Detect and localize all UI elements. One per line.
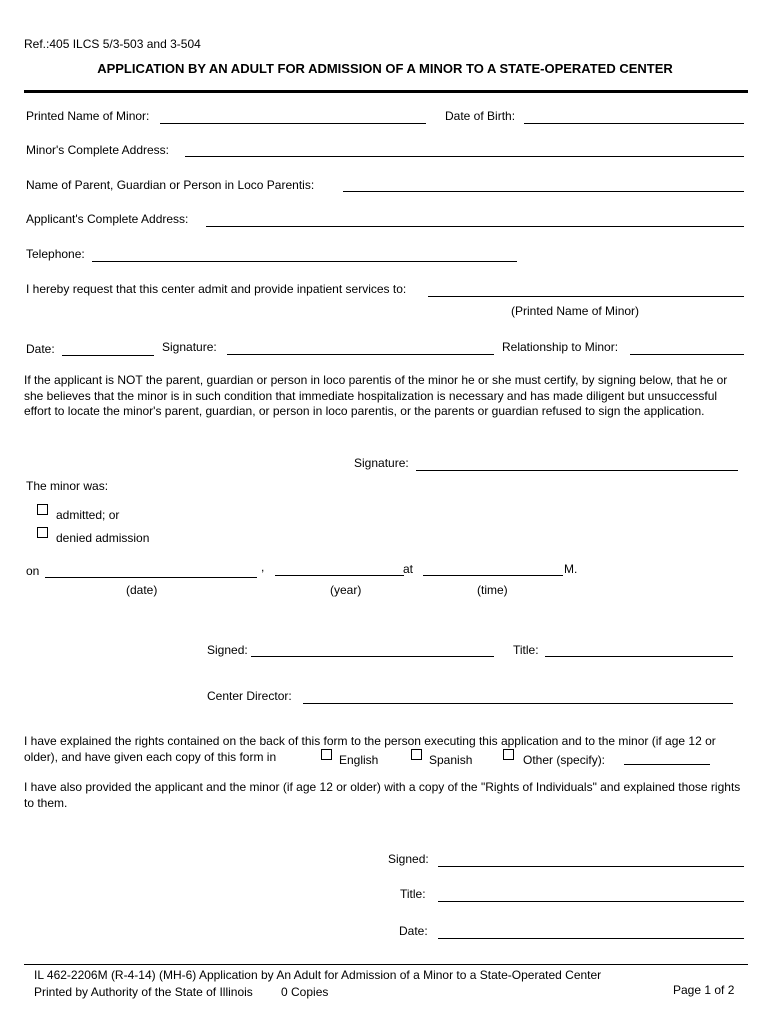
footer-divider [24, 964, 748, 965]
form-title: APPLICATION BY AN ADULT FOR ADMISSION OF A MINOR TO A STATE-OPERATED CENTER [97, 61, 673, 76]
minor-address-label: Minor's Complete Address: [26, 143, 170, 157]
parent-name-field[interactable] [343, 191, 744, 192]
admitted-label: admitted; or [56, 508, 120, 522]
applicant-address-field[interactable] [206, 226, 744, 227]
other-language-field[interactable] [624, 764, 710, 765]
certify-signature-label: Signature: [354, 456, 409, 470]
printed-name-caption: (Printed Name of Minor) [511, 304, 640, 318]
english-checkbox[interactable] [321, 749, 332, 760]
final-title-field[interactable] [438, 901, 744, 902]
printed-name-minor-field[interactable] [160, 123, 426, 124]
parent-name-label: Name of Parent, Guardian or Person in Loco Parentis: [26, 178, 315, 192]
minor-status-label: The minor was: [26, 479, 109, 493]
other-checkbox[interactable] [503, 749, 514, 760]
title-label: Title: [513, 643, 539, 657]
page-number: Page 1 of 2 [673, 983, 735, 997]
final-title-label: Title: [400, 887, 426, 901]
request-label: I hereby request that this center admit and provide inpatient services to: [26, 282, 407, 296]
admission-time-field[interactable] [423, 575, 563, 576]
certify-signature-field[interactable] [416, 470, 738, 471]
final-date-field[interactable] [438, 938, 744, 939]
relationship-field[interactable] [630, 354, 744, 355]
minor-address-field[interactable] [185, 156, 744, 157]
center-director-label: Center Director: [207, 689, 292, 703]
signed-label: Signed: [207, 643, 248, 657]
certify-paragraph: If the applicant is NOT the parent, guardian or person in loco parentis of the minor he or she must certify, by signing below, that he or she believes that the minor is in such condition that immediate hospitalization is necessary and has made diligent but unsuccessful effort to locate the minor's parent, guardian, or person in loco parentis, or the parents or guardian refused to sign the application. [24, 373, 728, 418]
denied-checkbox[interactable] [37, 527, 48, 538]
applicant-address-label: Applicant's Complete Address: [26, 212, 189, 226]
signature-label: Signature: [162, 340, 217, 354]
statute-reference: Ref.:405 ILCS 5/3-503 and 3-504 [24, 37, 201, 51]
signed-field[interactable] [251, 656, 494, 657]
spanish-label: Spanish [429, 753, 473, 767]
copies: 0 Copies [281, 985, 329, 999]
signature-field[interactable] [227, 354, 494, 355]
on-label: on [26, 564, 40, 578]
date-field[interactable] [62, 355, 154, 356]
printed-by: Printed by Authority of the State of Illinois [34, 985, 253, 999]
date-caption: (date) [126, 583, 158, 597]
printed-name-minor-label: Printed Name of Minor: [26, 109, 150, 123]
comma-label: , [261, 560, 265, 574]
time-caption: (time) [477, 583, 508, 597]
title-field[interactable] [545, 656, 733, 657]
year-caption: (year) [330, 583, 362, 597]
title-divider [24, 90, 748, 93]
english-label: English [339, 753, 379, 767]
denied-label: denied admission [56, 531, 150, 545]
center-director-field[interactable] [303, 703, 733, 704]
date-of-birth-label: Date of Birth: [445, 109, 516, 123]
relationship-label: Relationship to Minor: [502, 340, 619, 354]
final-signed-field[interactable] [438, 866, 744, 867]
admission-year-field[interactable] [275, 575, 404, 576]
admitted-checkbox[interactable] [37, 504, 48, 515]
final-signed-label: Signed: [388, 852, 429, 866]
spanish-checkbox[interactable] [411, 749, 422, 760]
m-label: M. [564, 562, 578, 576]
date-label: Date: [26, 342, 55, 356]
at-label: at [403, 562, 414, 576]
form-id: IL 462-2206M (R-4-14) (MH-6) Application by An Adult for Admission of a Minor to a State-Operated Center [34, 968, 602, 982]
telephone-label: Telephone: [26, 247, 85, 261]
also-paragraph: I have also provided the applicant and the minor (if age 12 or older) with a copy of the "Rights of Individuals" and explained those rights to them. [24, 780, 741, 810]
telephone-field[interactable] [92, 261, 517, 262]
admission-date-field[interactable] [45, 577, 257, 578]
request-minor-name-field[interactable] [428, 296, 744, 297]
rights-paragraph: I have explained the rights contained on the back of this form to the person executing this application and to the minor (if age 12 or older), and have given each copy of this form in [24, 734, 716, 764]
final-date-label: Date: [399, 924, 428, 938]
date-of-birth-field[interactable] [524, 123, 744, 124]
other-label: Other (specify): [523, 753, 606, 767]
